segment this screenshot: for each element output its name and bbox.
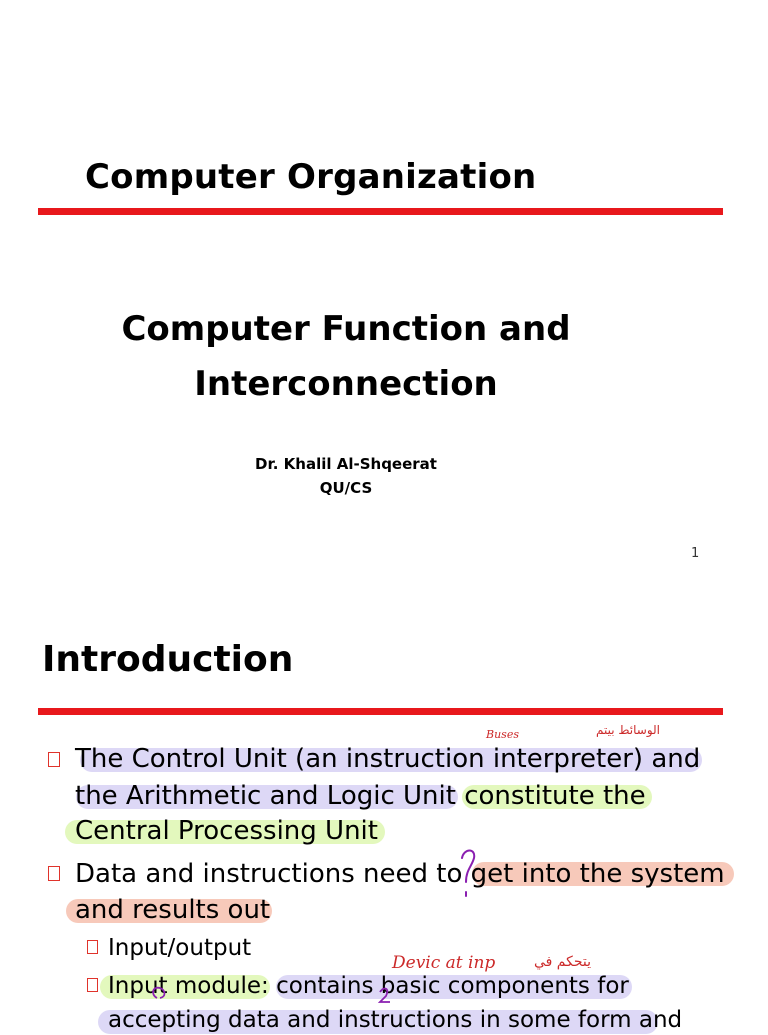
title-rule	[38, 208, 723, 215]
sub-bullet-line: accepting data and instructions in some form and	[108, 1007, 683, 1033]
sub-bullet-line: Input module: contains basic components for	[108, 973, 629, 999]
bullet-line: and results out	[75, 895, 271, 925]
author-affiliation: QU/CS	[319, 479, 373, 497]
question-mark-icon	[462, 851, 474, 897]
author-name: Dr. Khalil Al-Shqeerat	[255, 455, 437, 473]
bullet-line: the Arithmetic and Logic Unit constitute the	[75, 781, 646, 811]
bullet-line: Data and instructions need to get into the system	[75, 859, 725, 889]
author-block	[0, 452, 692, 500]
handwritten-note-buses: Buses	[486, 728, 519, 741]
sub-bullet-line: Input/output	[108, 935, 252, 961]
circle-scribble-icon	[153, 988, 164, 998]
subtitle-line-2: Interconnection	[194, 364, 498, 404]
bullet-line: The Control Unit (an instruction interpreter) and	[75, 744, 701, 774]
subtitle-line-1: Computer Function and	[121, 309, 571, 349]
slide-title: Computer Organization	[85, 157, 537, 197]
handwritten-note-devic: Devic at inp	[392, 953, 496, 973]
handwritten-note-arabic: الوسائط بيتم	[596, 723, 661, 737]
handwritten-note-arabic-2: يتحكم في	[534, 954, 592, 970]
handwritten-annotations	[0, 600, 768, 1024]
introduction-slide	[0, 600, 768, 1033]
page-number: 1	[691, 546, 700, 561]
slide-subtitle	[0, 302, 692, 412]
digit-two-scribble-icon	[380, 989, 390, 1002]
bullet-line: Central Processing Unit	[75, 816, 378, 846]
slide-title: Introduction	[42, 639, 294, 680]
